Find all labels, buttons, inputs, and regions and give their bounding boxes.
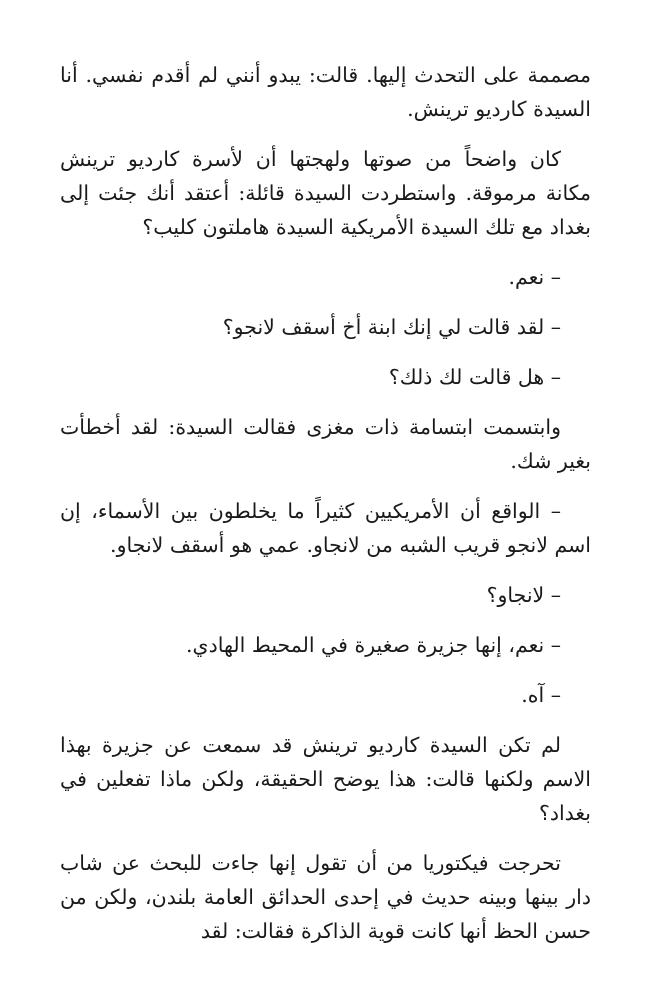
book-page [60, 58, 591, 964]
paragraph-1: مصممة على التحدث إليها. قالت: يبدو أنني لم أقدم نفسي. أنا السيدة كارديو ترينش. [60, 63, 591, 121]
dialog-line-4: – الواقع أن الأمريكيين كثيراً ما يخلطون بين الأسماء، إن اسم لانجو قريب الشبه من لانجاو. عمي هو أسقف لانجاو. [60, 499, 591, 557]
dialog-line-6: – نعم، إنها جزيرة صغيرة في المحيط الهادي. [186, 633, 561, 657]
dialog-line-7: – آه. [521, 683, 561, 707]
dialog-line-2: – لقد قالت لي إنك ابنة أخ أسقف لانجو؟ [222, 315, 561, 339]
paragraph-3: وابتسمت ابتسامة ذات مغزى فقالت السيدة: لقد أخطأت بغير شك. [60, 415, 591, 473]
paragraph-5: تحرجت فيكتوريا من أن تقول إنها جاءت للبحث عن شاب دار بينها وبينه حديث في إحدى الحدائق العامة بلندن، ولكن من حسن الحظ أنها كانت قوية الذاكرة فقالت: لقد [60, 851, 591, 943]
paragraph-4: لم تكن السيدة كارديو ترينش قد سمعت عن جزيرة بهذا الاسم ولكنها قالت: هذا يوضح الحقيقة، ولكن ماذا تفعلين في بغداد؟ [60, 733, 591, 825]
paragraph-2: كان واضحاً من صوتها ولهجتها أن لأسرة كارديو ترينش مكانة مرموقة. واستطردت السيدة قائلة: أعتقد أنك جئت إلى بغداد مع تلك السيدة الأمريكية السيدة هاملتون كليب؟ [60, 147, 591, 239]
dialog-line-5: – لانجاو؟ [486, 583, 561, 607]
dialog-line-1: – نعم. [508, 265, 561, 289]
dialog-line-3: – هل قالت لك ذلك؟ [388, 365, 561, 389]
